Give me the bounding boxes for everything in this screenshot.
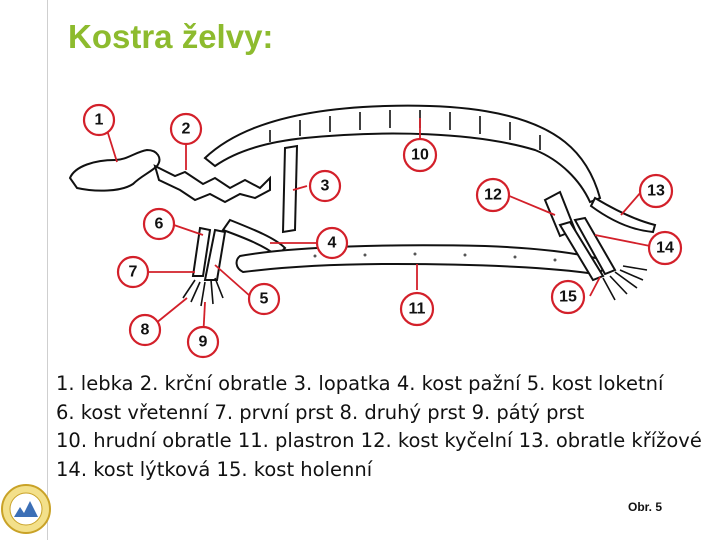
- label-4: [317, 228, 347, 258]
- bone-legend: [56, 370, 711, 484]
- svg-text:8: 8: [140, 321, 150, 339]
- label-10: [404, 139, 436, 171]
- label-12: [477, 179, 509, 211]
- front-digits: [183, 278, 223, 306]
- slide-left-rule: [47, 0, 48, 540]
- label-2: [171, 114, 201, 144]
- svg-text:2: 2: [181, 120, 191, 138]
- label-13: [640, 175, 672, 207]
- legend-line: 10. hrudní obratle 11. plastron 12. kost kyčelní 13. obratle křížové: [56, 429, 702, 452]
- svg-text:11: 11: [408, 300, 426, 318]
- svg-text:6: 6: [154, 215, 164, 233]
- label-8: [130, 315, 160, 345]
- figure-caption: Obr. 5: [628, 500, 663, 514]
- slide-title: Kostra želvy:: [68, 18, 274, 55]
- svg-text:10: 10: [411, 146, 429, 164]
- svg-text:13: 13: [647, 182, 665, 200]
- legend-line: 6. kost vřetenní 7. první prst 8. druhý prst 9. pátý prst: [56, 400, 585, 424]
- svg-text:12: 12: [484, 186, 502, 204]
- label-3: [310, 171, 340, 201]
- label-15: [552, 281, 584, 313]
- label-14: [649, 232, 681, 264]
- label-9: [188, 327, 218, 357]
- svg-text:1: 1: [94, 111, 104, 129]
- svg-text:3: 3: [320, 177, 330, 195]
- svg-text:15: 15: [559, 288, 577, 306]
- label-5: [249, 284, 279, 314]
- label-7: [118, 257, 148, 287]
- plastron: [237, 245, 605, 274]
- label-11: [401, 293, 433, 325]
- svg-text:9: 9: [198, 333, 208, 351]
- svg-text:4: 4: [327, 234, 337, 252]
- svg-text:5: 5: [259, 290, 269, 308]
- label-6: [144, 209, 174, 239]
- svg-text:7: 7: [128, 263, 138, 281]
- legend-line: 1. lebka 2. krční obratle 3. lopatka 4. kost pažní 5. kost loketní: [56, 372, 664, 395]
- school-seal-logo: [0, 483, 52, 535]
- label-1: [84, 105, 114, 135]
- svg-text:14: 14: [656, 239, 674, 257]
- turtle-skeleton-diagram: [55, 80, 715, 365]
- cervical-vertebrae: [155, 166, 270, 202]
- legend-line: 14. kost lýtková 15. kost holenní: [56, 457, 373, 481]
